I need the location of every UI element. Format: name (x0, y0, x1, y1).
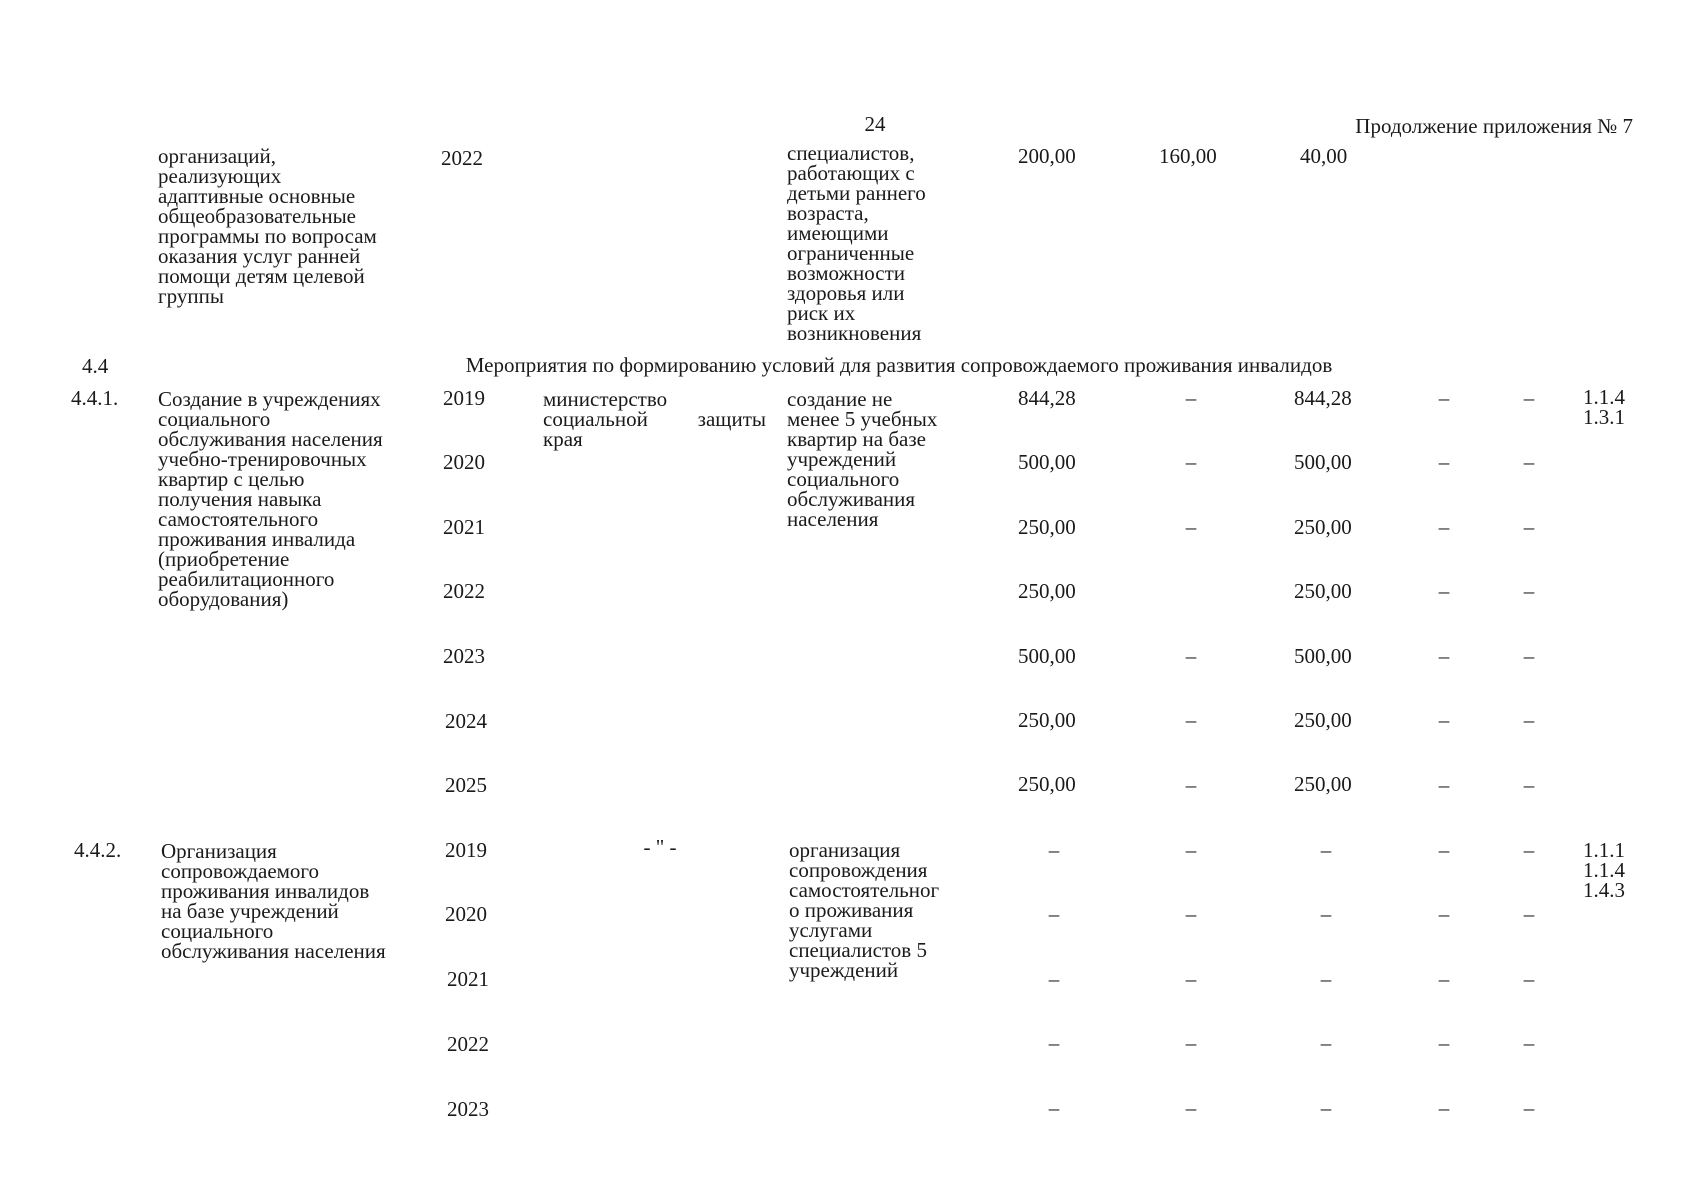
regional-cell: 250,00 (1294, 772, 1352, 796)
federal-cell: – (1185, 773, 1197, 797)
federal-cell: – (1185, 1031, 1197, 1055)
other-cell: – (1523, 450, 1535, 474)
other-cell: – (1523, 773, 1535, 797)
regional-cell: 250,00 (1294, 515, 1352, 539)
local-cell: – (1438, 386, 1450, 410)
item2-result: организация сопровождения самостоятельног о проживания услугами специалистов 5 учреждений (789, 838, 940, 982)
item2-number: 4.4.2. (74, 838, 122, 862)
federal-cell: – (1185, 386, 1197, 410)
item1-executor-line1: министерство (543, 387, 668, 411)
local-cell: – (1438, 515, 1450, 539)
other-cell: – (1523, 902, 1535, 926)
other-cell: – (1523, 838, 1535, 862)
item1-executor-line2: социальной защиты (543, 407, 766, 431)
local-cell: – (1438, 1031, 1450, 1055)
federal-cell: – (1185, 1096, 1197, 1120)
year-cell: 2025 (445, 773, 487, 797)
total-cell: 500,00 (1018, 450, 1076, 474)
total-cell: 250,00 (1018, 515, 1076, 539)
total-cell: 250,00 (1018, 579, 1076, 603)
total-cell: 844,28 (1018, 386, 1076, 410)
other-cell: – (1523, 579, 1535, 603)
year-cell: 2023 (447, 1097, 489, 1121)
prev-row-result: специалистов, работающих с детьми раннего возраста, имеющими ограниченные возможности здоровья или риск их возникновения (787, 141, 926, 345)
item2-name: Организация сопровождаемого проживания инвалидов на базе учреждений социального обслуживания населения (161, 839, 386, 963)
local-cell: – (1438, 579, 1450, 603)
regional-cell: – (1320, 1096, 1332, 1120)
local-cell: – (1438, 644, 1450, 668)
local-cell: – (1438, 450, 1450, 474)
local-cell: – (1438, 838, 1450, 862)
local-cell: – (1438, 967, 1450, 991)
federal-cell: – (1185, 902, 1197, 926)
prev-row-total: 200,00 (1018, 144, 1076, 168)
item1-result: создание не менее 5 учебных квартир на базе учреждений социального обслуживания населения (787, 387, 938, 531)
local-cell: – (1438, 708, 1450, 732)
regional-cell: 500,00 (1294, 644, 1352, 668)
section-title: Мероприятия по формированию условий для развития сопровождаемого проживания инвалидов (465, 353, 1333, 377)
federal-cell: – (1185, 838, 1197, 862)
year-cell: 2020 (445, 902, 487, 926)
regional-cell: – (1320, 1031, 1332, 1055)
federal-cell: – (1185, 644, 1197, 668)
regional-cell: 250,00 (1294, 708, 1352, 732)
total-cell: – (1048, 1096, 1060, 1120)
other-cell: – (1523, 644, 1535, 668)
other-cell: – (1523, 515, 1535, 539)
item2-executor: - " - (643, 835, 677, 859)
page-number: 24 (864, 112, 886, 136)
other-cell: – (1523, 1031, 1535, 1055)
local-cell: – (1438, 902, 1450, 926)
regional-cell: – (1320, 902, 1332, 926)
other-cell: – (1523, 708, 1535, 732)
total-cell: – (1048, 902, 1060, 926)
total-cell: 250,00 (1018, 772, 1076, 796)
year-cell: 2019 (445, 838, 487, 862)
federal-cell: – (1185, 515, 1197, 539)
item1-executor-line3: края (543, 427, 583, 451)
total-cell: – (1048, 1031, 1060, 1055)
section-number: 4.4 (82, 354, 109, 378)
regional-cell: 844,28 (1294, 386, 1352, 410)
total-cell: – (1048, 838, 1060, 862)
item2-codes: 1.1.1 1.1.4 1.4.3 (1583, 838, 1625, 902)
regional-cell: – (1320, 967, 1332, 991)
item1-executor (543, 389, 766, 449)
other-cell: – (1523, 967, 1535, 991)
other-cell: – (1523, 386, 1535, 410)
federal-cell: – (1185, 450, 1197, 474)
regional-cell: 250,00 (1294, 579, 1352, 603)
year-cell: 2021 (447, 967, 489, 991)
prev-row-regional: 40,00 (1300, 144, 1348, 168)
year-cell: 2023 (443, 644, 485, 668)
year-cell: 2022 (447, 1032, 489, 1056)
continuation-note: Продолжение приложения № 7 (1355, 114, 1633, 138)
item1-number: 4.4.1. (71, 386, 119, 410)
year-cell: 2020 (443, 450, 485, 474)
regional-cell: – (1320, 838, 1332, 862)
total-cell: – (1048, 967, 1060, 991)
year-cell: 2024 (445, 709, 487, 733)
item1-name: Создание в учреждениях социального обслуживания населения учебно-тренировочных квартир с целью получения навыка самостоятельного проживания инвалида (приобретение реабилитационного оборудования) (158, 387, 383, 611)
federal-cell: – (1185, 708, 1197, 732)
year-cell: 2022 (443, 579, 485, 603)
regional-cell: 500,00 (1294, 450, 1352, 474)
total-cell: 250,00 (1018, 708, 1076, 732)
prev-row-name: организаций, реализующих адаптивные основные общеобразовательные программы по вопросам оказания услуг ранней помощи детям целевой группы (158, 144, 377, 308)
other-cell: – (1523, 1096, 1535, 1120)
prev-row-year: 2022 (441, 146, 483, 170)
local-cell: – (1438, 773, 1450, 797)
local-cell: – (1438, 1096, 1450, 1120)
year-cell: 2019 (443, 386, 485, 410)
year-cell: 2021 (443, 515, 485, 539)
prev-row-federal: 160,00 (1159, 144, 1217, 168)
item1-codes: 1.1.4 1.3.1 (1583, 385, 1625, 429)
federal-cell: – (1185, 967, 1197, 991)
total-cell: 500,00 (1018, 644, 1076, 668)
